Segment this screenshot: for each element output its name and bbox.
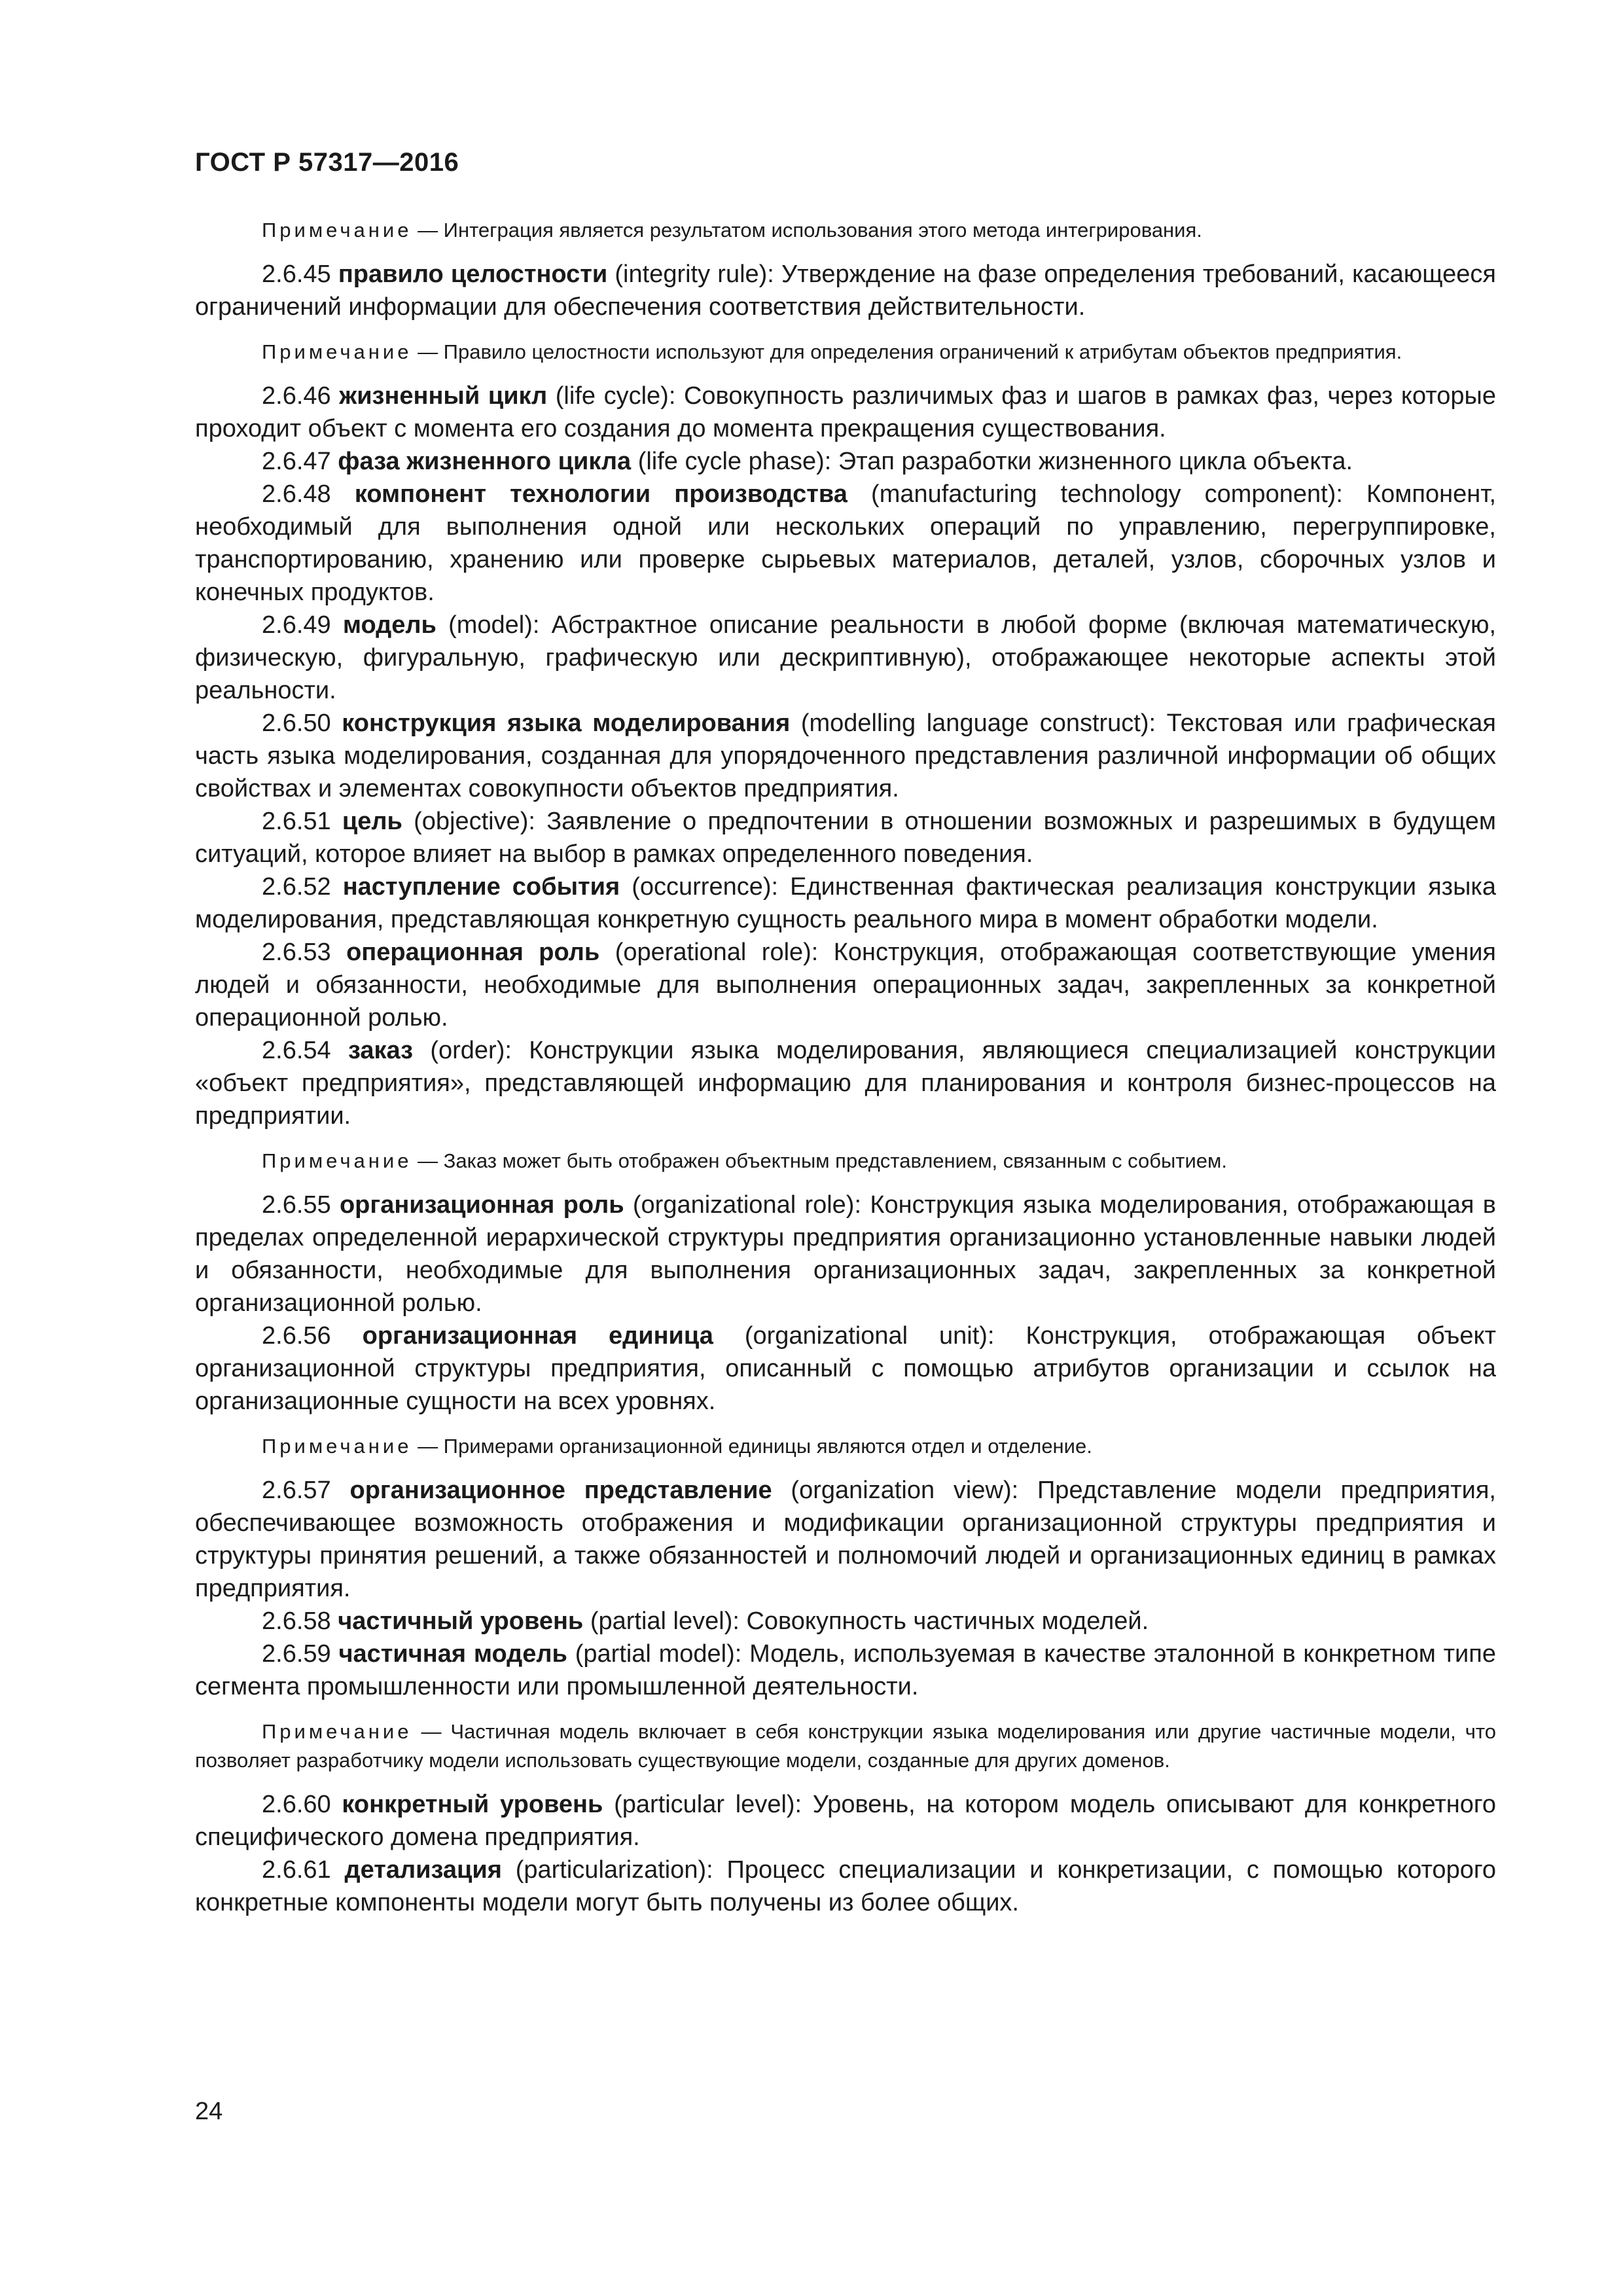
term-entry xyxy=(195,1638,1496,1703)
term-entry xyxy=(195,445,1496,478)
term-definition: (modelling language construct): Текстовая или графическая часть языка моделирования, созданная для упорядоченного представления различной информации об общих свойствах и элементах совокупности объектов предприятия. xyxy=(195,709,1497,802)
term-title: операционная роль xyxy=(346,939,600,966)
term-definition: (organizational unit): Конструкция, отображающая объект организационной структуры предприятия, описанный с помощью атрибутов организации и ссылок на организационные сущности на всех уровнях. xyxy=(195,1322,1496,1415)
term-entry xyxy=(195,1854,1496,1919)
term-title: организационное представление xyxy=(349,1477,772,1504)
note xyxy=(195,216,1496,245)
term-number: 2.6.60 xyxy=(262,1791,331,1818)
term-entry xyxy=(195,1605,1496,1638)
term-title: частичный уровень xyxy=(338,1607,584,1635)
term-definition: (integrity rule): Утверждение на фазе определения требований, касающееся ограничений информации для обеспечения соответствия действительности. xyxy=(195,260,1496,321)
term-definition: (occurrence): Единственная фактическая реализация конструкции языка моделирования, представляющая конкретную сущность реального мира в момент обработки модели. xyxy=(195,873,1497,933)
term-number: 2.6.56 xyxy=(262,1322,331,1350)
note-label: Примечание xyxy=(262,1149,412,1172)
note xyxy=(195,338,1496,367)
term-entry xyxy=(195,1189,1496,1319)
term-entry xyxy=(195,1034,1496,1132)
note-label: Примечание xyxy=(262,219,412,242)
term-title: компонент технологии производства xyxy=(354,480,847,508)
term-number: 2.6.50 xyxy=(262,709,331,737)
term-number: 2.6.58 xyxy=(262,1607,331,1635)
term-number: 2.6.45 xyxy=(262,260,331,288)
note-label: Примечание xyxy=(262,1720,412,1743)
term-entry xyxy=(195,870,1496,936)
term-definition: (particularization): Процесс специализации и конкретизации, с помощью которого конкретные компоненты модели могут быть получены из более общих. xyxy=(195,1856,1496,1916)
note-label: Примечание xyxy=(262,1435,412,1458)
note xyxy=(195,1432,1496,1461)
term-number: 2.6.46 xyxy=(262,382,331,410)
term-title: детализация xyxy=(344,1856,502,1884)
note-text: — Примерами организационной единицы являются отдел и отделение. xyxy=(418,1435,1092,1458)
term-title: конструкция языка моделирования xyxy=(342,709,791,737)
term-title: частичная модель xyxy=(338,1640,567,1668)
term-entry xyxy=(195,478,1496,609)
term-definition: (model): Абстрактное описание реальности в любой форме (включая математическую, физическую, фигуральную, графическую или дескриптивную), отображающее некоторые аспекты этой реальности. xyxy=(195,611,1497,704)
note-text: — Правило целостности используют для определения ограничений к атрибутам объектов предприятия. xyxy=(418,340,1402,363)
term-title: правило целостности xyxy=(338,260,608,288)
term-number: 2.6.49 xyxy=(262,611,331,639)
term-title: организационная единица xyxy=(362,1322,713,1350)
term-title: модель xyxy=(342,611,437,639)
term-title: цель xyxy=(342,808,402,835)
term-title: заказ xyxy=(348,1037,414,1064)
term-number: 2.6.61 xyxy=(262,1856,331,1884)
term-entry xyxy=(195,380,1496,445)
term-definition: (objective): Заявление о предпочтении в отношении возможных и разрешимых в будущем ситуаций, которое влияет на выбор в рамках определенного поведения. xyxy=(195,808,1496,868)
term-entry xyxy=(195,936,1496,1034)
term-entry xyxy=(195,707,1496,805)
document-header: ГОСТ Р 57317—2016 xyxy=(195,148,459,177)
term-definition: (organization view): Представление модели предприятия, обеспечивающее возможность отображения и модификации организационной структуры предприятия и структуры принятия решений, а также обязанностей и полномочий людей и организационных единиц в рамках предприятия. xyxy=(195,1477,1496,1602)
term-title: конкретный уровень xyxy=(342,1791,603,1818)
term-entry xyxy=(195,1788,1496,1854)
term-title: фаза жизненного цикла xyxy=(338,448,632,475)
note-text: — Интеграция является результатом использования этого метода интегрирования. xyxy=(418,219,1202,242)
term-definition: (order): Конструкции языка моделирования, являющиеся специализацией конструкции «объект предприятия», представляющей информацию для планирования и контроля бизнес-процессов на предприятии. xyxy=(195,1037,1496,1130)
term-number: 2.6.47 xyxy=(262,448,331,475)
term-number: 2.6.52 xyxy=(262,873,331,901)
term-definition: (life cycle): Совокупность различимых фаз и шагов в рамках фаз, через которые проходит объект с момента его создания до момента прекращения существования. xyxy=(195,382,1496,442)
term-number: 2.6.54 xyxy=(262,1037,331,1064)
term-number: 2.6.51 xyxy=(262,808,331,835)
page-number: 24 xyxy=(195,2098,223,2125)
term-definition: (particular level): Уровень, на котором модель описывают для конкретного специфического домена предприятия. xyxy=(195,1791,1497,1851)
term-entry xyxy=(195,805,1496,870)
note-text: — Частичная модель включает в себя конструкции языка моделирования или другие частичные модели, что позволяет разработчику модели использовать существующие модели, созданные для других доменов. xyxy=(195,1720,1496,1772)
term-entry xyxy=(195,258,1496,323)
term-title: организационная роль xyxy=(339,1191,624,1219)
note xyxy=(195,1717,1496,1775)
term-entry xyxy=(195,1474,1496,1605)
term-number: 2.6.57 xyxy=(262,1477,331,1504)
note-text: — Заказ может быть отображен объектным представлением, связанным с событием. xyxy=(418,1149,1227,1172)
term-number: 2.6.55 xyxy=(262,1191,331,1219)
note xyxy=(195,1147,1496,1175)
term-entry xyxy=(195,1319,1496,1418)
term-number: 2.6.59 xyxy=(262,1640,331,1668)
term-definition: (partial model): Модель, используемая в качестве эталонной в конкретном типе сегмента промышленности или промышленной деятельности. xyxy=(195,1640,1496,1700)
term-number: 2.6.53 xyxy=(262,939,331,966)
term-definition: (manufacturing technology component): Компонент, необходимый для выполнения одной или нескольких операций по управлению, перегруппировке, транспортированию, хранению или проверке сырьевых материалов, деталей, узлов, сборочных узлов и конечных продуктов. xyxy=(195,480,1497,606)
term-title: наступление события xyxy=(342,873,620,901)
term-entry xyxy=(195,609,1496,707)
term-number: 2.6.48 xyxy=(262,480,331,508)
note-label: Примечание xyxy=(262,340,412,363)
term-definition: (operational role): Конструкция, отображающая соответствующие умения людей и обязанности, необходимые для выполнения операционных задач, закрепленных за конкретной операционной ролью. xyxy=(195,939,1496,1031)
term-title: жизненный цикл xyxy=(339,382,548,410)
term-definition: (partial level): Совокупность частичных моделей. xyxy=(590,1607,1149,1635)
term-definition: (life cycle phase): Этап разработки жизненного цикла объекта. xyxy=(637,448,1353,475)
term-definition: (organizational role): Конструкция языка моделирования, отображающая в пределах определенной иерархической структуры предприятия организационно установленные навыки людей и обязанности, необходимые для выполнения организационных задач, закрепленных за конкретной организационной ролью. xyxy=(195,1191,1496,1317)
document-body xyxy=(195,216,1496,1919)
